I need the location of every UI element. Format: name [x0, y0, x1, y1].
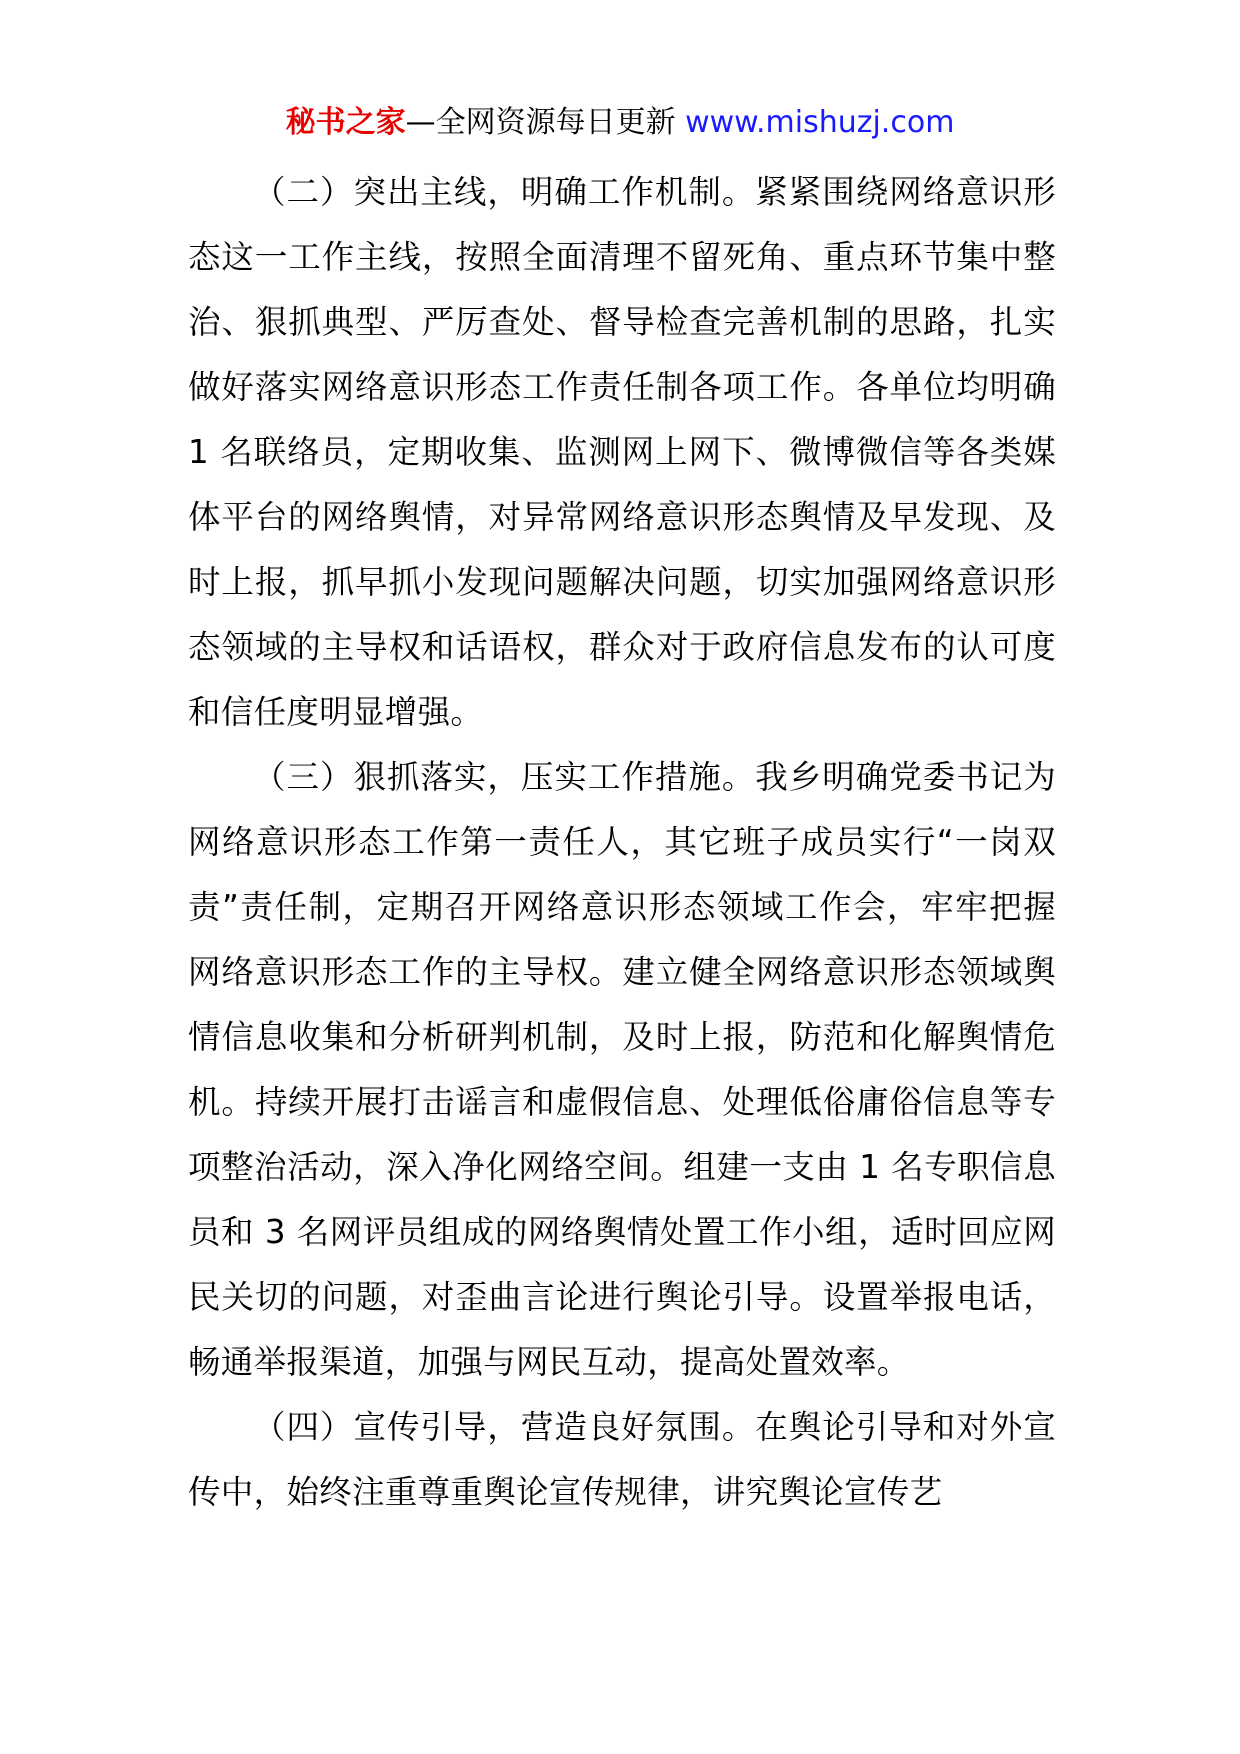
site-slogan: —全网资源每日更新	[405, 105, 676, 140]
site-header	[0, 100, 1240, 146]
site-brand: 秘书之家	[285, 105, 406, 140]
site-url-link[interactable]: www.mishuzj.com	[675, 105, 955, 140]
paragraph-section-4: （四）宣传引导，营造良好氛围。在舆论引导和对外宣传中，始终注重尊重舆论宣传规律，讲究舆论宣传艺	[188, 1408, 1056, 1511]
paragraph-section-2: （二）突出主线，明确工作机制。紧紧围绕网络意识形态这一工作主线，按照全面清理不留死角、重点环节集中整治、狠抓典型、严厉查处、督导检查完善机制的思路，扎实做好落实网络意识形态工作责任制各项工作。各单位均明确 1 名联络员，定期收集、监测网上网下、微博微信等各类媒体平台的网络舆情，对异常网络意识形态舆情及早发现、及时上报，抓早抓小发现问题解决问题，切实加强网络意识形态领域的主导权和话语权，群众对于政府信息发布的认可度和信任度明显增强。	[188, 173, 1056, 731]
document-body	[188, 160, 1056, 1525]
paragraph-section-3: （三）狠抓落实，压实工作措施。我乡明确党委书记为网络意识形态工作第一责任人，其它班子成员实行“一岗双责”责任制，定期召开网络意识形态领域工作会，牢牢把握网络意识形态工作的主导权。建立健全网络意识形态领域舆情信息收集和分析研判机制，及时上报，防范和化解舆情危机。持续开展打击谣言和虚假信息、处理低俗庸俗信息等专项整治活动，深入净化网络空间。组建一支由 1 名专职信息员和 3 名网评员组成的网络舆情处置工作小组，适时回应网民关切的问题，对歪曲言论进行舆论引导。设置举报电话，畅通举报渠道，加强与网民互动，提高处置效率。	[188, 758, 1056, 1381]
